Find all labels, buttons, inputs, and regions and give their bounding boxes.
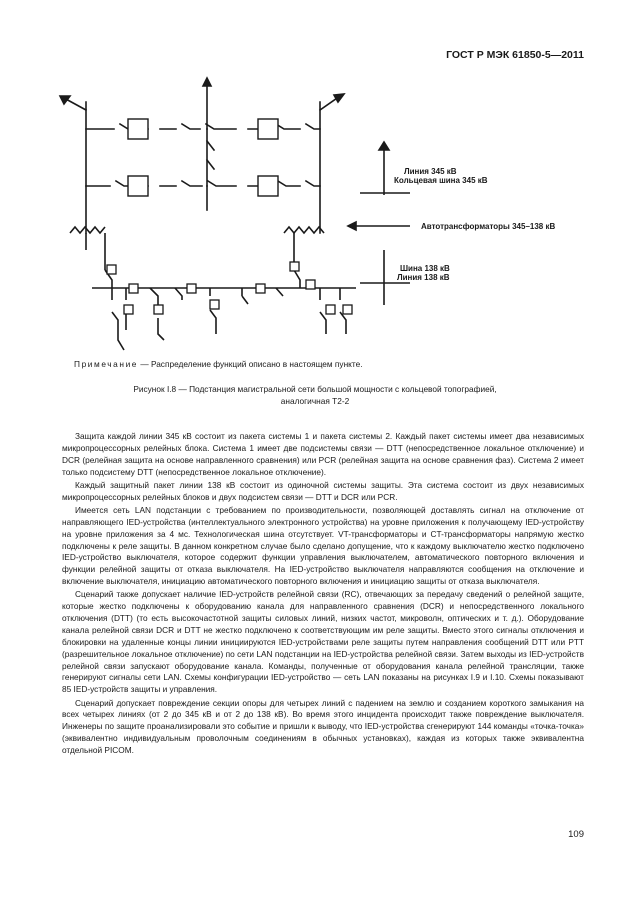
- ct-box: [128, 176, 148, 196]
- caption-line-1: Рисунок I.8 — Подстанция магистральной сети большой мощности с кольцевой топографией,: [133, 384, 497, 394]
- ring-top-row: [86, 124, 320, 129]
- standard-header: ГОСТ Р МЭК 61850-5—2011: [446, 49, 584, 61]
- label-line-345: Линия 345 кВ: [404, 167, 457, 176]
- label-autotransformers: Автотрансформаторы 345–138 кВ: [421, 222, 556, 231]
- ct-box: [128, 119, 148, 139]
- paragraph: Защита каждой линии 345 кВ состоит из пакета системы 1 и пакета системы 2. Каждый пакет системы имеет два независимых микропроцессорных релейных блока. Система 1 имеет две подсистемы связи — DTT (непосредственное локальное отключение) и DCR (релейная защита на основе направленного сравнения) или PCR (релейная защита на основе сравнения фаз). Система 2 имеет только подсистему DTT (непосредственное локальное отключение).: [62, 431, 584, 477]
- autotransformer-right: [284, 227, 324, 233]
- label-ring-bus-345: Кольцевая шина 345 кВ: [394, 176, 488, 185]
- note-text: — Распределение функций описано в настоящем пункте.: [138, 359, 363, 369]
- arrow-345: [379, 142, 389, 150]
- paragraph: Каждый защитный пакет линии 138 кВ состоит из одиночной системы защиты. Эта система состоит из двух независимых микропроцессорных релейных блоков и двух подсистем связи — DTT и DCR или PCR.: [62, 479, 584, 502]
- figure-note: [74, 359, 574, 369]
- page-number: 109: [568, 829, 584, 840]
- arrow-tr: [334, 94, 344, 102]
- paragraph: Имеется сеть LAN подстанции с требованием по производительности, позволяющей доставлять сигнал на отключение от направляющего IED-устройства (интеллектуального электронного устройства) на уровне приложения к получающему IED-устройству на уровне приложения за 4 мс. Технологическая шина отсутствует. VT-трансформаторы и CT-трансформаторы напрямую жестко подключены к реле защиты. В данном конкретном случае было сделано допущение, что к каждому выключателю жестко подключено IED-устройство выключателя, которое содержит функции управления выключателем, автоматического повторного включения и функции релейной защиты от отказа выключателя. На IED-устройство выключателя направляются сообщения на отключение и включение выключателя, инициацию автоматического повторного включения и инициацию защиты от отказа выключателя.: [62, 505, 584, 587]
- label-bus-138: Шина 138 кВ: [400, 264, 450, 273]
- ring-bottom-row: [86, 181, 320, 186]
- paragraph: Сценарий также допускает наличие IED-устройств релейной связи (RC), отвечающих за передачу сведений о релейной защите, которые жестко подключены к оборудованию канала для направленного сравнения (DCR) и непосредственного локального отключения (DTT) (то есть высокочастотной защиты силовых линий, низких частот, микроволн, оптических и т. д.). Оборудование канала релейной связи DCR и DTT не жестко подключено к соответствующим им реле защиты. Вместо этого сигналы отключения и блокировки на удаленные концы линии инициируются IED-устройствами реле защиты путем направления сообщений DTT или PTT (разрешительное локальное отключение) по сети LAN подстанции на IED-устройства релейной связи. Затем выходы из IED-устройств релейной связи запускают оборудование канала. Команды, полученные от оборудования канала релейной трансляции, также генерируют сигналы сети LAN. Схемы конфигурации IED-устройство — сеть LAN показаны на рисунках I.9 и I.10. Схемы показывают 85 IED-устройств защиты и управления.: [62, 589, 584, 695]
- caption-line-2: аналогичная Т2-2: [280, 396, 350, 406]
- substation-diagram: [0, 0, 630, 360]
- autotransformer-left: [70, 227, 105, 233]
- figure-caption: [40, 383, 590, 407]
- label-line-138: Линия 138 кВ: [397, 273, 450, 282]
- body-text: [62, 431, 584, 758]
- ct-box: [258, 119, 278, 139]
- arrow-autotrans: [348, 222, 356, 230]
- paragraph: Сценарий допускает повреждение секции опоры для четырех линий с падением на землю и созданием короткого замыкания на всех четырех линиях (от 2 до 345 кВ и от 2 до 138 кВ). Во время этого инцидента происходит также повреждение выключателя. Инженеры по защите проанализировали это событие и пришли к выводу, что IED-устройства сгенерируют 144 команды «точка-точка» (эквивалентно индивидуальным проволочным соединениям в обычных установках), каждая из которых также эквивалентна отдельной PICOM.: [62, 697, 584, 755]
- ct-box: [258, 176, 278, 196]
- arrow-top-mid: [203, 78, 211, 86]
- note-label: Примечание: [74, 359, 139, 369]
